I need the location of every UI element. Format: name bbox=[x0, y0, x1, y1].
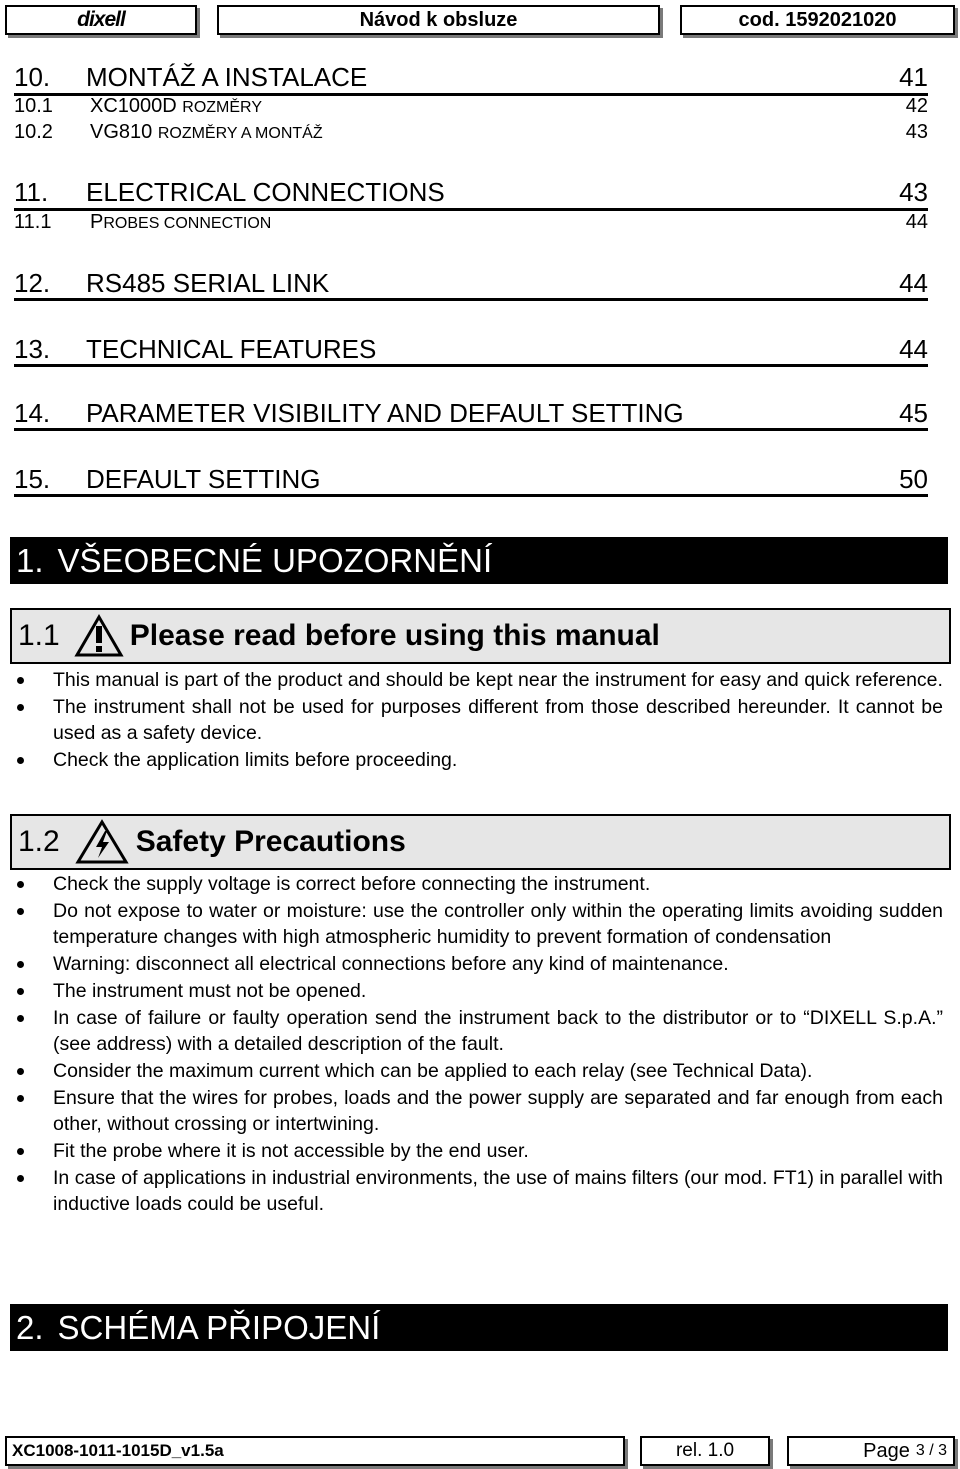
list-item: The instrument shall not be used for purposes different from those described hereunder. It cannot be used as a safety device. bbox=[0, 694, 943, 746]
toc-title: RS485 SERIAL LINK bbox=[86, 268, 330, 298]
dixell-logo: dixell bbox=[77, 8, 125, 31]
toc-title: ELECTRICAL CONNECTIONS bbox=[86, 177, 445, 207]
toc-underline bbox=[14, 428, 928, 431]
toc-entry[interactable] bbox=[14, 464, 928, 495]
section-2-heading bbox=[10, 1304, 948, 1351]
toc-num: 11.1 bbox=[14, 211, 52, 233]
list-item: Fit the probe where it is not accessible by the end user. bbox=[0, 1138, 943, 1164]
header-logo-box bbox=[5, 5, 197, 35]
toc-num: 12. bbox=[14, 268, 51, 298]
toc-entry[interactable] bbox=[14, 211, 928, 234]
toc-num: 10. bbox=[14, 62, 51, 92]
toc-title: DEFAULT SETTING bbox=[86, 464, 321, 494]
footer-release-box bbox=[640, 1436, 770, 1466]
toc-page: 44 bbox=[899, 334, 928, 364]
section-number: 2. bbox=[16, 1308, 44, 1346]
subsection-1-1-heading bbox=[10, 608, 951, 664]
list-item: Warning: disconnect all electrical connections before any kind of maintenance. bbox=[0, 951, 943, 977]
toc-page: 44 bbox=[905, 211, 928, 233]
subsection-number: 1.1 bbox=[18, 619, 60, 652]
toc-entry[interactable] bbox=[14, 177, 928, 208]
toc-entry[interactable] bbox=[14, 268, 928, 299]
toc-entry[interactable] bbox=[14, 62, 928, 93]
section-title: SCHÉMA PŘIPOJENÍ bbox=[57, 1308, 381, 1346]
toc-page: 43 bbox=[899, 177, 928, 207]
header-title-box bbox=[217, 5, 660, 35]
toc-num: 10.1 bbox=[14, 95, 53, 117]
footer-page-number: 3 / 3 bbox=[915, 1442, 947, 1459]
header-code-box bbox=[680, 5, 955, 35]
section-title: VŠEOBECNÉ UPOZORNĚNÍ bbox=[57, 541, 493, 579]
toc-title: XC1000D ROZMĚRY bbox=[90, 95, 262, 117]
toc-page: 50 bbox=[899, 464, 928, 494]
toc-num: 14. bbox=[14, 398, 51, 428]
doc-code: cod. 1592021020 bbox=[738, 8, 897, 31]
list-item: Consider the maximum current which can be applied to each relay (see Technical Data). bbox=[0, 1058, 943, 1084]
section-1-heading bbox=[10, 537, 948, 584]
footer-release: rel. 1.0 bbox=[675, 1440, 735, 1461]
footer-page-box bbox=[787, 1436, 955, 1466]
toc-num: 10.2 bbox=[14, 121, 53, 143]
safety-list bbox=[0, 871, 943, 1218]
toc-entry[interactable] bbox=[14, 334, 928, 365]
list-item: In case of failure or faulty operation send the instrument back to the distributor or to “DIXELL S.p.A.” (see address) with a detailed description of the fault. bbox=[0, 1005, 943, 1057]
footer-page-label: Page bbox=[863, 1439, 910, 1462]
footer-model: XC1008-1011-1015D_v1.5a bbox=[12, 1441, 224, 1460]
toc-page: 45 bbox=[899, 398, 928, 428]
toc-page: 41 bbox=[899, 62, 928, 92]
section-number: 1. bbox=[16, 541, 44, 579]
precaution-list bbox=[0, 667, 943, 774]
subsection-title: Please read before using this manual bbox=[129, 619, 660, 652]
toc-title: VG810 ROZMĚRY A MONTÁŽ bbox=[90, 121, 323, 143]
toc-entry[interactable] bbox=[14, 398, 928, 429]
toc-page: 44 bbox=[899, 268, 928, 298]
toc-underline bbox=[14, 494, 928, 497]
toc-title: MONTÁŽ A INSTALACE bbox=[86, 62, 368, 92]
electrical-hazard-icon bbox=[74, 819, 130, 865]
toc-entry[interactable] bbox=[14, 95, 928, 118]
toc-title: PROBES CONNECTION bbox=[90, 211, 272, 233]
toc-entry[interactable] bbox=[14, 121, 928, 144]
list-item: Do not expose to water or moisture: use the controller only within the operating limits avoiding sudden temperature changes with high atmospheric humidity to prevent formation of condensation bbox=[0, 898, 943, 950]
footer-model-box bbox=[5, 1436, 625, 1466]
doc-title: Návod k obsluze bbox=[359, 8, 518, 31]
toc-underline bbox=[14, 298, 928, 301]
list-item: This manual is part of the product and should be kept near the instrument for easy and quick reference. bbox=[0, 667, 943, 693]
subsection-title: Safety Precautions bbox=[135, 825, 406, 858]
list-item: Check the supply voltage is correct before connecting the instrument. bbox=[0, 871, 943, 897]
toc-underline bbox=[14, 364, 928, 367]
toc-num: 15. bbox=[14, 464, 51, 494]
toc-num: 13. bbox=[14, 334, 51, 364]
list-item: Check the application limits before proceeding. bbox=[0, 747, 943, 773]
warning-triangle-icon bbox=[74, 614, 124, 658]
list-item: The instrument must not be opened. bbox=[0, 978, 943, 1004]
list-item: Ensure that the wires for probes, loads and the power supply are separated and far enough from each other, without crossing or intertwining. bbox=[0, 1085, 943, 1137]
subsection-1-2-heading bbox=[10, 814, 951, 870]
subsection-number: 1.2 bbox=[18, 825, 60, 858]
toc-title: TECHNICAL FEATURES bbox=[86, 334, 377, 364]
toc-page: 43 bbox=[905, 121, 928, 143]
toc-title: PARAMETER VISIBILITY AND DEFAULT SETTING bbox=[86, 398, 684, 428]
toc-page: 42 bbox=[905, 95, 928, 117]
list-item: In case of applications in industrial environments, the use of mains filters (our mod. FT1) in parallel with inductive loads could be useful. bbox=[0, 1165, 943, 1217]
toc-num: 11. bbox=[14, 177, 49, 207]
